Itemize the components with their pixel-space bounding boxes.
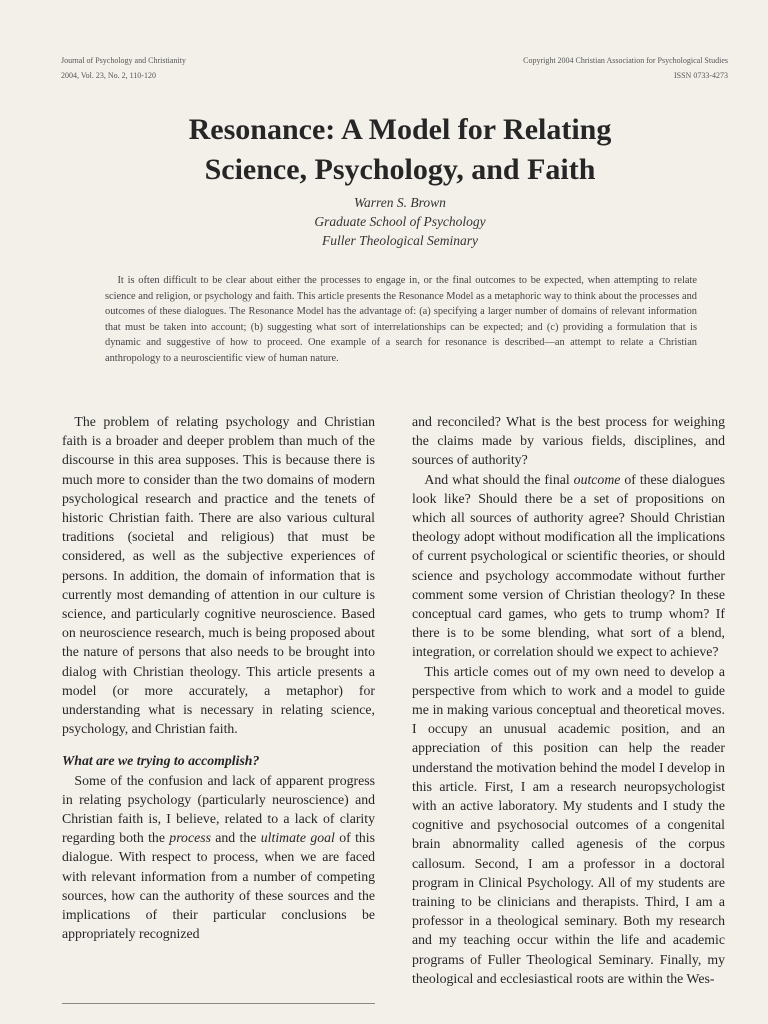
byline <box>0 193 768 250</box>
title-line-2: Science, Psychology, and Faith <box>204 153 596 186</box>
right-paragraph-3: This article comes out of my own need to develop a perspective from which to work and a model to guide me in making various conceptual and theoretical moves. I occupy an unusual academic position, and an appreciation of this position can help the reader understand the motivation behind the model I develop in this article. First, I am a research neuropsychologist with an active laboratory. My students and I study the cognitive and psychosocial outcomes of a congenital brain abnormality called agenesis of the corpus callosum. Second, I am a professor in a doctoral program in Clinical Psychology. All of my students are training to be clinicians and therapists. Third, I am a professor in a theological seminary. Both my research and my teaching occur within the life and academic programs of Fuller Theological Seminary. Finally, my theological and ecclesiastical roots are within the Wes- <box>412 663 725 986</box>
journal-volume: 2004, Vol. 23, No. 2, 110-120 <box>61 71 156 80</box>
left-paragraph-1: The problem of relating psychology and Christian faith is a broader and deeper problem than much of the discourse in this area supposes. This is because there is much more to consider than the two domains of modern psychological research and practice and the tenets of historic Christian faith. There are also various cultural traditions (societal and religious) that must be considered, as well as the subjective experiences of persons. In addition, the domain of information that is currently most demanding of attention in our culture is science, and particularly cognitive neuroscience. Based on neuroscience research, much is being proposed about the nature of persons that also needs to be brought into dialog with Christian theology. This article presents a model (or more accurately, a metaphor) for understanding what is necessary in relating science, psychology, and Christian faith. <box>62 414 375 737</box>
affiliation-school: Graduate School of Psychology <box>314 214 486 229</box>
copyright-line: Copyright 2004 Christian Association for Psychological Studies <box>523 56 728 65</box>
author-name: Warren S. Brown <box>354 195 446 210</box>
copyright-header <box>523 53 728 83</box>
section-heading: What are we trying to accomplish? <box>62 753 260 769</box>
journal-header <box>61 53 186 83</box>
right-paragraph-1: and reconciled? What is the best process for weighing the claims made by various fields, disciplines, and sources of authority? <box>412 414 725 468</box>
issn-line: ISSN 0733-4273 <box>673 71 728 80</box>
right-paragraph-2: And what should the final outcome of these dialogues look like? Should there be a set of propositions on which all sources of authority agree? Should Christian theology adopt without modification all the implications of current psychological or scientific theories, or should science and psychology accommodate without further comment some version of Christian theology? In these conceptual card games, who gets to trump whom? If there is to be some blending, what sort of a blend, integration, or correlation should we expect to achieve? <box>412 471 725 660</box>
journal-name: Journal of Psychology and Christianity <box>61 56 186 65</box>
title-line-1: Resonance: A Model for Relating <box>188 113 612 146</box>
abstract: It is often difficult to be clear about either the processes to engage in, or the final outcomes to be expected, when attempting to relate science and religion, or psychology and faith. This article presents the Resonance Model as a metaphoric way to think about the processes and outcomes of these dialogues. The Resonance Model has the advantage of: (a) specifying a larger number of domains of relevant information that must be taken into account; (b) suggesting what sort of interrelationships can be expected; and (c) providing a formulation that is dynamic and suggestive of how to proceed. One example of a search for resonance is described—an attempt to relate a Christian anthropology to a neuroscientific view of human nature. <box>105 275 697 364</box>
article-title <box>0 110 768 190</box>
footnote-rule <box>62 1003 375 1004</box>
left-paragraph-2: Some of the confusion and lack of apparent progress in relating psychology (particularly neuroscience) and Christian faith is, I believe, related to a lack of clarity regarding both the process and the ultimate goal of this dialogue. With respect to process, when we are faced with relevant information from a number of competing sources, how can the authority of these sources and the implications of their particular conclusions be appropriately recognized <box>62 772 375 942</box>
left-column <box>62 412 375 943</box>
affiliation-seminary: Fuller Theological Seminary <box>322 233 478 248</box>
right-column <box>412 412 725 988</box>
